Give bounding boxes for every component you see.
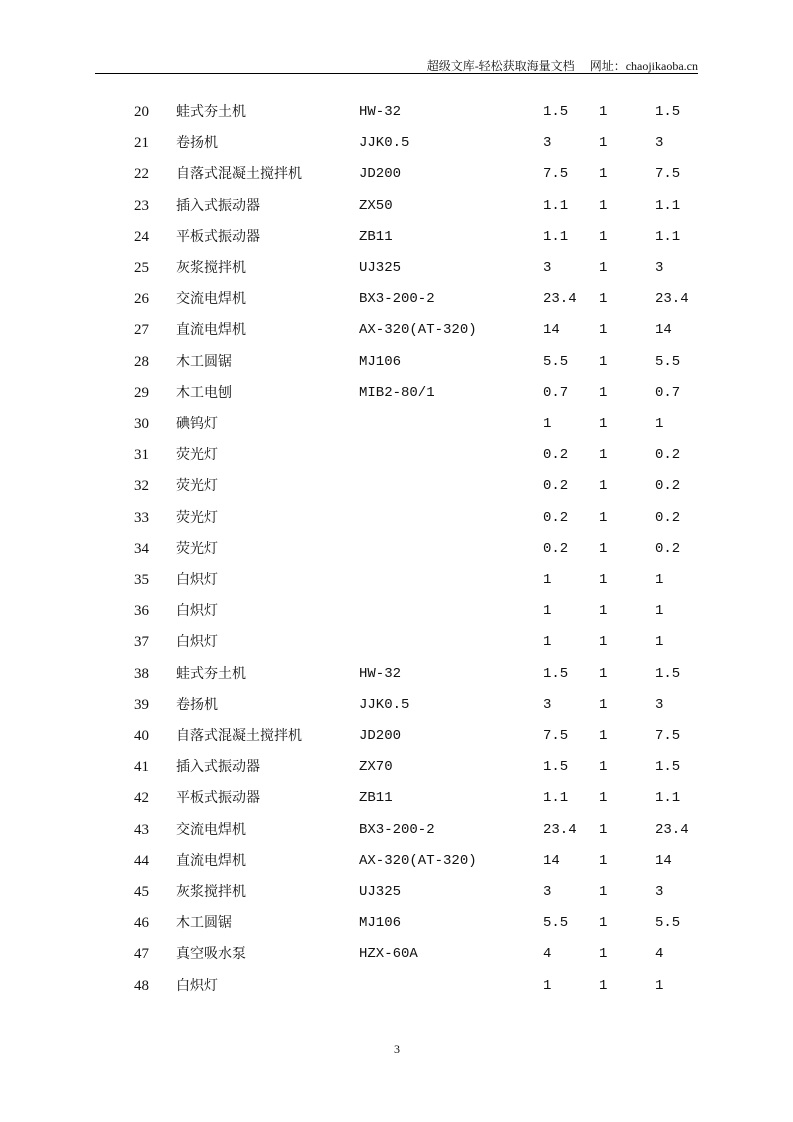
cell-name: 荧光灯 (176, 478, 218, 495)
cell-pw: 1 (543, 634, 552, 651)
table-row (0, 227, 793, 247)
cell-no: 38 (134, 665, 149, 682)
cell-tot: 1 (655, 416, 664, 432)
cell-model: AX-320(AT-320) (359, 852, 477, 869)
cell-no: 40 (134, 728, 149, 744)
cell-name: 木工电刨 (176, 384, 232, 401)
cell-no: 35 (134, 572, 149, 588)
cell-pw: 3 (543, 135, 552, 152)
cell-model: BX3-200-2 (359, 291, 435, 308)
cell-tot: 14 (655, 322, 672, 339)
table-row (0, 632, 793, 652)
cell-pw: 4 (543, 946, 552, 963)
cell-pw: 1 (543, 977, 552, 994)
cell-model: ZB11 (359, 790, 393, 807)
cell-pw: 3 (543, 260, 552, 276)
cell-no: 44 (134, 852, 149, 869)
cell-model: ZX70 (359, 759, 393, 776)
cell-no: 21 (134, 135, 149, 152)
cell-name: 自落式混凝土搅拌机 (176, 166, 302, 183)
table-row (0, 414, 793, 434)
cell-no: 25 (134, 260, 149, 276)
cell-name: 平板式振动器 (176, 228, 260, 245)
cell-no: 36 (134, 603, 149, 620)
cell-pw: 1.5 (543, 759, 569, 776)
table-row (0, 570, 793, 590)
cell-qty: 1 (599, 696, 608, 713)
cell-pw: 23.4 (543, 291, 577, 308)
cell-name: 自落式混凝土搅拌机 (176, 728, 302, 744)
cell-no: 22 (134, 166, 149, 183)
cell-model: JJK0.5 (359, 696, 410, 713)
cell-no: 30 (134, 416, 149, 432)
cell-no: 29 (134, 384, 149, 401)
cell-qty: 1 (599, 946, 608, 963)
cell-tot: 5.5 (655, 353, 681, 370)
cell-name: 荧光灯 (176, 540, 218, 557)
cell-no: 24 (134, 228, 149, 245)
cell-tot: 1.5 (655, 665, 681, 682)
cell-tot: 1.5 (655, 759, 681, 776)
cell-qty: 1 (599, 228, 608, 245)
table-row (0, 102, 793, 122)
cell-qty: 1 (599, 416, 608, 432)
cell-qty: 1 (599, 884, 608, 900)
cell-tot: 1 (655, 977, 664, 994)
cell-model: BX3-200-2 (359, 821, 435, 838)
cell-pw: 0.7 (543, 384, 569, 401)
cell-pw: 1 (543, 603, 552, 620)
cell-pw: 0.2 (543, 540, 569, 557)
cell-qty: 1 (599, 166, 608, 183)
cell-no: 48 (134, 977, 149, 994)
cell-name: 灰浆搅拌机 (176, 260, 246, 276)
cell-qty: 1 (599, 447, 608, 464)
cell-pw: 14 (543, 322, 560, 339)
cell-tot: 1 (655, 572, 664, 588)
cell-tot: 1.5 (655, 104, 681, 120)
cell-qty: 1 (599, 572, 608, 588)
cell-tot: 14 (655, 852, 672, 869)
cell-tot: 1 (655, 603, 664, 620)
table-row (0, 133, 793, 153)
cell-name: 平板式振动器 (176, 790, 260, 807)
cell-qty: 1 (599, 104, 608, 120)
cell-name: 真空吸水泵 (176, 946, 246, 963)
cell-name: 木工圆锯 (176, 353, 232, 370)
cell-name: 直流电焊机 (176, 322, 246, 339)
cell-name: 木工圆锯 (176, 915, 232, 932)
cell-name: 白炽灯 (176, 634, 218, 651)
cell-pw: 1.5 (543, 104, 569, 120)
cell-tot: 7.5 (655, 728, 681, 744)
cell-no: 28 (134, 353, 149, 370)
cell-pw: 1 (543, 572, 552, 588)
cell-tot: 23.4 (655, 821, 689, 838)
cell-qty: 1 (599, 135, 608, 152)
cell-name: 灰浆搅拌机 (176, 884, 246, 900)
cell-no: 42 (134, 790, 149, 807)
cell-model: HW-32 (359, 104, 402, 120)
cell-model: MIB2-80/1 (359, 384, 435, 401)
cell-pw: 0.2 (543, 478, 569, 495)
table-row (0, 352, 793, 372)
cell-name: 交流电焊机 (176, 291, 246, 308)
cell-qty: 1 (599, 540, 608, 557)
cell-qty: 1 (599, 322, 608, 339)
cell-pw: 3 (543, 696, 552, 713)
cell-tot: 5.5 (655, 915, 681, 932)
cell-pw: 5.5 (543, 353, 569, 370)
cell-qty: 1 (599, 759, 608, 776)
cell-tot: 1.1 (655, 197, 681, 214)
cell-tot: 0.2 (655, 509, 681, 526)
table-row (0, 320, 793, 340)
table-row (0, 726, 793, 746)
table-row (0, 913, 793, 933)
cell-qty: 1 (599, 603, 608, 620)
cell-no: 20 (134, 104, 149, 120)
cell-model: HZX-60A (359, 946, 418, 963)
cell-tot: 0.2 (655, 447, 681, 464)
cell-tot: 1.1 (655, 790, 681, 807)
cell-tot: 7.5 (655, 166, 681, 183)
cell-qty: 1 (599, 634, 608, 651)
cell-model: UJ325 (359, 260, 402, 276)
cell-name: 卷扬机 (176, 696, 218, 713)
cell-name: 蛙式夯土机 (176, 104, 246, 120)
cell-model: MJ106 (359, 353, 402, 370)
table-row (0, 476, 793, 496)
cell-no: 45 (134, 884, 149, 900)
cell-tot: 3 (655, 884, 664, 900)
cell-model: ZX50 (359, 197, 393, 214)
cell-no: 37 (134, 634, 149, 651)
cell-qty: 1 (599, 353, 608, 370)
cell-tot: 0.7 (655, 384, 681, 401)
cell-tot: 23.4 (655, 291, 689, 308)
cell-pw: 1.5 (543, 665, 569, 682)
table-row (0, 820, 793, 840)
cell-qty: 1 (599, 915, 608, 932)
cell-no: 46 (134, 915, 149, 932)
cell-name: 交流电焊机 (176, 821, 246, 838)
cell-name: 碘钨灯 (176, 416, 218, 432)
cell-name: 卷扬机 (176, 135, 218, 152)
cell-qty: 1 (599, 977, 608, 994)
cell-pw: 1.1 (543, 790, 569, 807)
cell-model: JD200 (359, 728, 402, 744)
cell-pw: 1.1 (543, 228, 569, 245)
table-row (0, 289, 793, 309)
cell-name: 插入式振动器 (176, 759, 260, 776)
cell-no: 39 (134, 696, 149, 713)
header-rule (95, 73, 698, 74)
cell-no: 23 (134, 197, 149, 214)
cell-tot: 1.1 (655, 228, 681, 245)
cell-pw: 0.2 (543, 509, 569, 526)
cell-no: 33 (134, 509, 149, 526)
cell-pw: 23.4 (543, 821, 577, 838)
table-row (0, 695, 793, 715)
cell-tot: 1 (655, 634, 664, 651)
table-row (0, 944, 793, 964)
table-row (0, 164, 793, 184)
table-row (0, 976, 793, 996)
cell-qty: 1 (599, 509, 608, 526)
cell-model: AX-320(AT-320) (359, 322, 477, 339)
cell-no: 26 (134, 291, 149, 308)
table-row (0, 196, 793, 216)
table-row (0, 539, 793, 559)
cell-qty: 1 (599, 665, 608, 682)
table-row (0, 757, 793, 777)
page-number: 3 (394, 1042, 400, 1056)
cell-tot: 3 (655, 696, 664, 713)
cell-qty: 1 (599, 197, 608, 214)
cell-no: 41 (134, 759, 149, 776)
cell-tot: 0.2 (655, 540, 681, 557)
cell-pw: 0.2 (543, 447, 569, 464)
cell-name: 白炽灯 (176, 603, 218, 620)
table-row (0, 383, 793, 403)
cell-pw: 5.5 (543, 915, 569, 932)
cell-name: 插入式振动器 (176, 197, 260, 214)
table-row (0, 788, 793, 808)
table-row (0, 508, 793, 528)
cell-no: 27 (134, 322, 149, 339)
cell-no: 34 (134, 540, 149, 557)
table-row (0, 664, 793, 684)
cell-qty: 1 (599, 728, 608, 744)
cell-model: HW-32 (359, 665, 402, 682)
cell-no: 32 (134, 478, 149, 495)
page-header (427, 57, 698, 74)
cell-qty: 1 (599, 852, 608, 869)
cell-pw: 3 (543, 884, 552, 900)
cell-name: 荧光灯 (176, 447, 218, 464)
table-row (0, 882, 793, 902)
cell-tot: 4 (655, 946, 664, 963)
cell-model: MJ106 (359, 915, 402, 932)
cell-no: 47 (134, 946, 149, 963)
cell-model: ZB11 (359, 228, 393, 245)
cell-pw: 1.1 (543, 197, 569, 214)
cell-qty: 1 (599, 260, 608, 276)
header-site: 超级文库-轻松获取海量文档 (426, 59, 575, 73)
cell-pw: 14 (543, 852, 560, 869)
cell-name: 直流电焊机 (176, 852, 246, 869)
cell-name: 荧光灯 (176, 509, 218, 526)
cell-name: 白炽灯 (176, 977, 218, 994)
cell-qty: 1 (599, 384, 608, 401)
cell-qty: 1 (599, 790, 608, 807)
cell-tot: 0.2 (655, 478, 681, 495)
table-row (0, 258, 793, 278)
cell-name: 蛙式夯土机 (176, 665, 246, 682)
cell-model: JD200 (359, 166, 402, 183)
cell-qty: 1 (599, 291, 608, 308)
cell-model: JJK0.5 (359, 135, 410, 152)
cell-tot: 3 (655, 135, 664, 152)
cell-name: 白炽灯 (176, 572, 218, 588)
cell-pw: 1 (543, 416, 552, 432)
cell-pw: 7.5 (543, 728, 569, 744)
cell-qty: 1 (599, 478, 608, 495)
cell-qty: 1 (599, 821, 608, 838)
table-row (0, 445, 793, 465)
cell-tot: 3 (655, 260, 664, 276)
cell-no: 31 (134, 447, 149, 464)
cell-no: 43 (134, 821, 149, 838)
cell-model: UJ325 (359, 884, 402, 900)
table-row (0, 851, 793, 871)
cell-pw: 7.5 (543, 166, 569, 183)
header-url: 网址：chaojikaoba.cn (589, 59, 698, 73)
table-row (0, 601, 793, 621)
